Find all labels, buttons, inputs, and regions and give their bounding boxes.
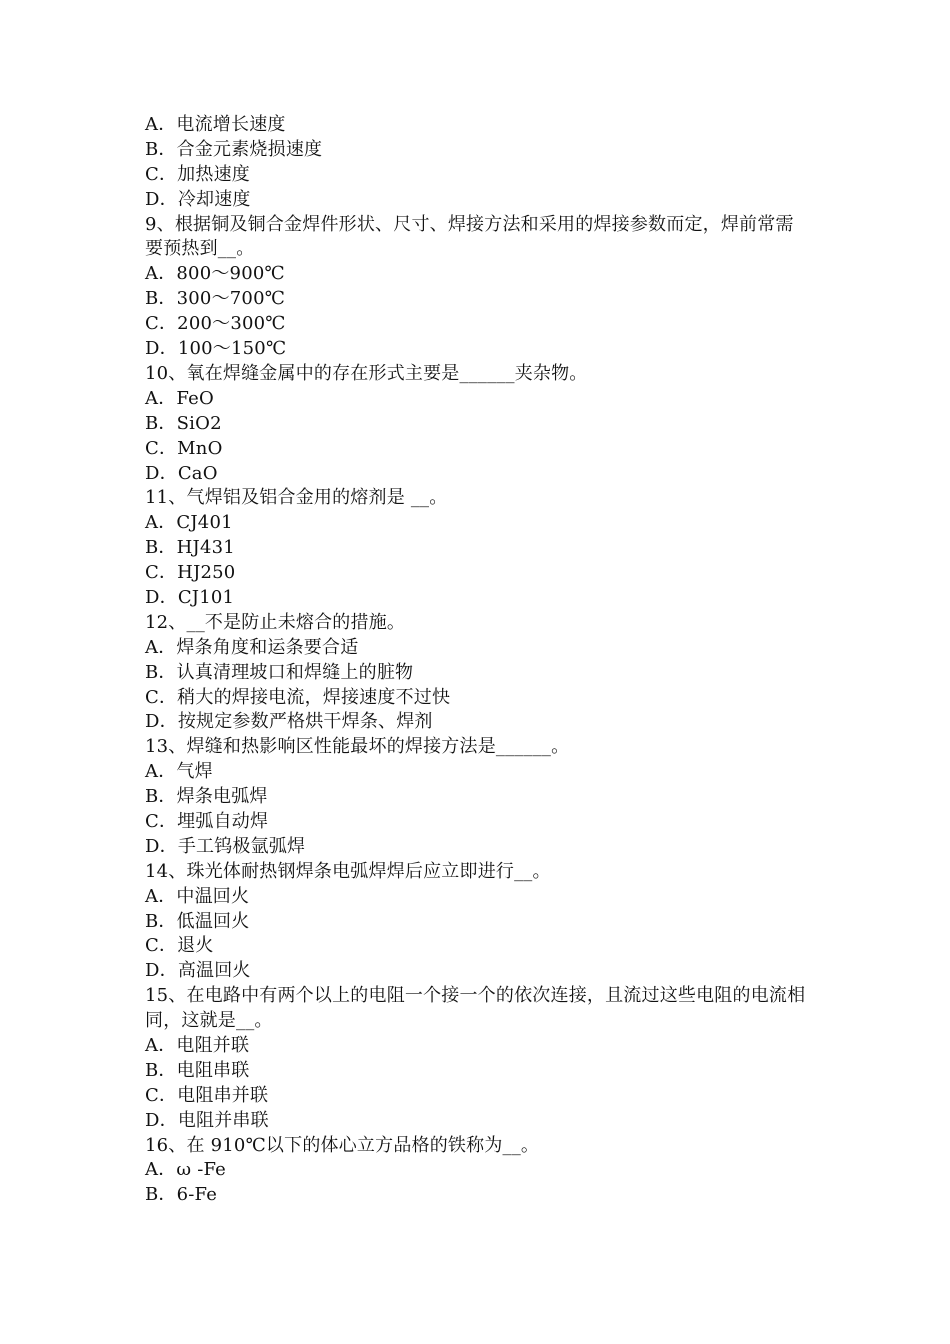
option-text: B．合金元素烧损速度 xyxy=(145,138,323,160)
option-text: A．气焊 xyxy=(145,761,213,783)
question-text: 14、珠光体耐热钢焊条电弧焊焊后应立即进行__。 xyxy=(145,860,551,882)
question-text: 12、__不是防止未熔合的措施。 xyxy=(145,611,406,633)
option-text: D．高温回火 xyxy=(145,960,251,982)
option-text: B．SiO2 xyxy=(145,412,222,434)
question-text: 15、在电路中有两个以上的电阻一个接一个的依次连接，且流过这些电阻的电流相同，这就是__。 xyxy=(145,985,806,1032)
question-text: 11、气焊铝及铝合金用的熔剂是 __。 xyxy=(145,487,448,509)
question-text: 13、焊缝和热影响区性能最坏的焊接方法是______。 xyxy=(145,736,570,758)
option-text: B．电阻串联 xyxy=(145,1059,250,1081)
option-text: C．HJ250 xyxy=(145,562,236,584)
option-text: D．100～150℃ xyxy=(145,338,287,360)
question-text: 9、根据铜及铜合金焊件形状、尺寸、焊接方法和采用的焊接参数而定，焊前常需要预热到__。 xyxy=(145,213,794,260)
option-text: A．电流增长速度 xyxy=(145,114,286,135)
option-text: B．HJ431 xyxy=(145,537,235,559)
option-text: C．加热速度 xyxy=(145,163,250,185)
option-text: C．退火 xyxy=(145,935,214,957)
option-text: D．按规定参数严格烘干焊条、焊剂 xyxy=(145,711,433,733)
option-text: B．低温回火 xyxy=(145,910,250,932)
option-text: A．焊条角度和运条要合适 xyxy=(145,636,359,658)
option-text: B．认真清理坡口和焊缝上的脏物 xyxy=(145,661,414,683)
option-text: C．电阻串并联 xyxy=(145,1084,269,1106)
option-text: C．埋弧自动焊 xyxy=(145,810,269,832)
option-text: A．电阻并联 xyxy=(145,1035,250,1057)
option-text: C．200～300℃ xyxy=(145,313,286,335)
option-text: D．CJ101 xyxy=(145,586,235,608)
question-text: 10、氧在焊缝金属中的存在形式主要是______夹杂物。 xyxy=(145,362,588,384)
option-text: A．800～900℃ xyxy=(145,263,285,285)
option-text: D．冷却速度 xyxy=(145,188,251,210)
option-text: D．CaO xyxy=(145,462,218,484)
document-page xyxy=(145,113,815,1208)
option-text: A．CJ401 xyxy=(145,512,233,534)
option-text: C．稍大的焊接电流，焊接速度不过快 xyxy=(145,686,451,708)
option-text: C．MnO xyxy=(145,437,223,459)
option-text: B．6-Fe xyxy=(145,1184,218,1206)
option-text: A．FeO xyxy=(145,387,214,409)
option-text: B．300～700℃ xyxy=(145,288,286,310)
option-text: D．电阻并串联 xyxy=(145,1109,269,1131)
option-text: A．ω -Fe xyxy=(145,1159,227,1181)
option-text: B．焊条电弧焊 xyxy=(145,786,268,808)
option-text: A．中温回火 xyxy=(145,885,250,907)
option-text: D．手工钨极氩弧焊 xyxy=(145,835,306,857)
question-text: 16、在 910℃以下的体心立方品格的铁称为__。 xyxy=(145,1134,540,1156)
